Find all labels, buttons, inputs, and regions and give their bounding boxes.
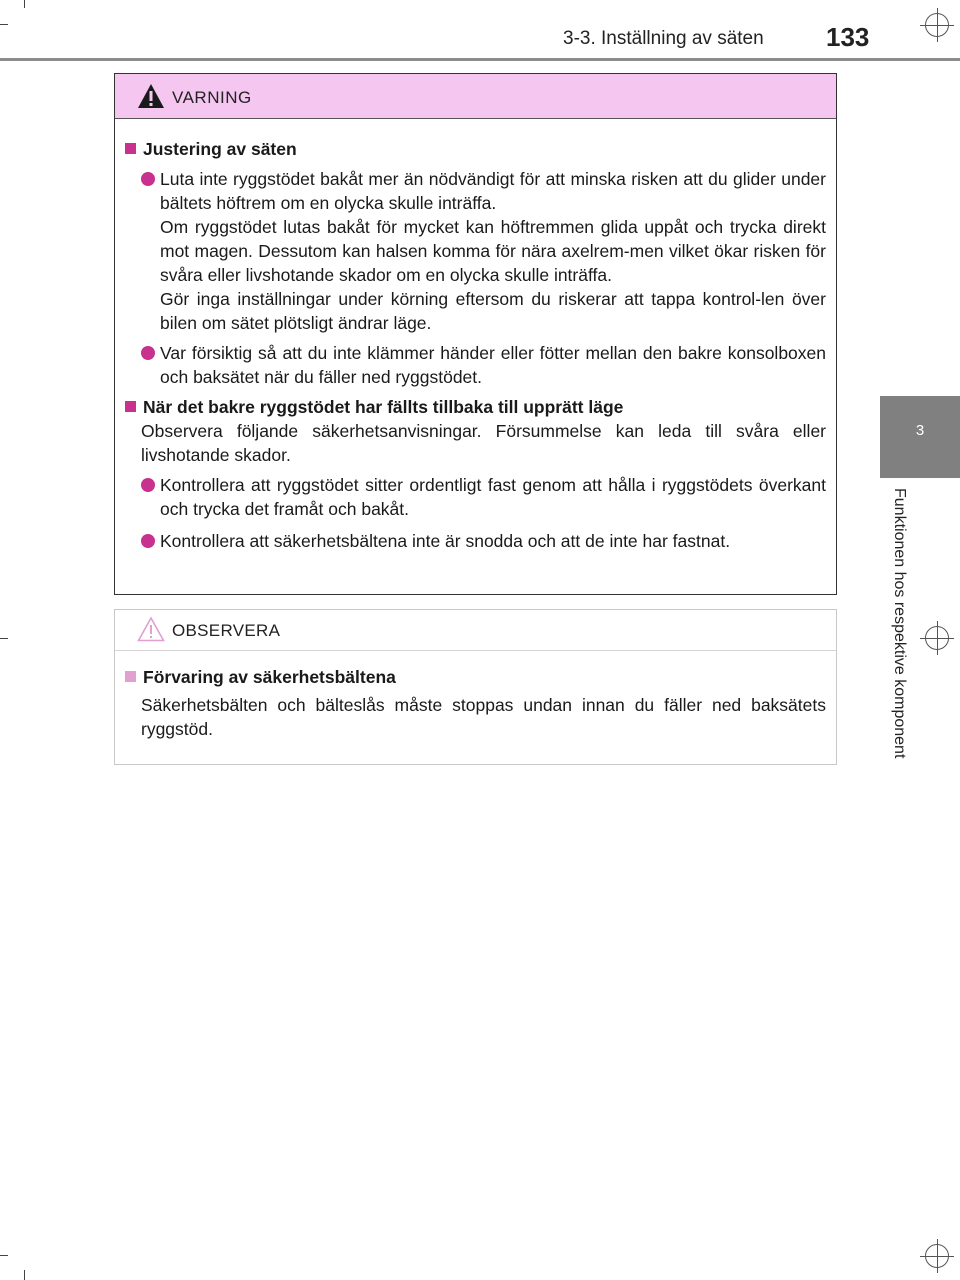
notice-content — [115, 665, 836, 741]
crop-mark — [24, 1270, 25, 1280]
paragraph: Säkerhetsbälten och bälteslås måste stoppas undan innan du fäller ned baksätets ryggstöd. — [141, 695, 826, 739]
list-item — [141, 167, 826, 335]
paragraph: Kontrollera att ryggstödet sitter ordentligt fast genom att hålla i ryggstödets överkant och trycka det framåt och bakåt. — [160, 475, 826, 519]
crop-mark — [0, 24, 8, 25]
list-item — [141, 341, 826, 389]
warning-header — [115, 74, 836, 119]
registration-mark — [925, 1244, 949, 1268]
list-item — [141, 473, 826, 521]
square-bullet-icon — [125, 671, 136, 682]
round-bullet-icon — [141, 172, 155, 186]
warning-content — [115, 137, 836, 553]
round-bullet-icon — [141, 346, 155, 360]
caution-triangle-icon — [137, 616, 165, 642]
crop-mark — [24, 0, 25, 8]
warning-triangle-icon — [137, 83, 165, 109]
paragraph: Luta inte ryggstödet bakåt mer än nödvändigt för att minska risken att du glider under bältets höftrem om en olycka skulle inträffa. — [160, 169, 826, 213]
header-rule — [0, 58, 960, 61]
paragraph: Gör inga inställningar under körning eftersom du riskerar att tappa kontrol-len över bilen om sätet plötsligt ändrar läge. — [160, 289, 826, 333]
crop-mark — [0, 638, 8, 639]
paragraph: Var försiktig så att du inte klämmer händer eller fötter mellan den bakre konsolboxen och baksätet när du fäller ned ryggstödet. — [160, 343, 826, 387]
section-heading: Förvaring av säkerhetsbältena — [125, 665, 826, 689]
paragraph: Observera följande säkerhetsanvisningar. Försummelse kan leda till svåra eller livshotande skador. — [141, 421, 826, 465]
section-title: 3-3. Inställning av säten — [563, 28, 764, 49]
chapter-tab — [880, 396, 960, 478]
section-heading: När det bakre ryggstödet har fällts tillbaka till upprätt läge — [125, 395, 826, 419]
warning-box — [114, 73, 837, 595]
page-number: 133 — [826, 22, 870, 52]
paragraph: Kontrollera att säkerhetsbältena inte är snodda och att de inte har fastnat. — [160, 531, 731, 551]
notice-title: OBSERVERA — [172, 621, 281, 640]
notice-header — [115, 610, 836, 651]
chapter-title: Funktionen hos respektive komponent — [891, 488, 908, 759]
square-bullet-icon — [125, 143, 136, 154]
notice-box — [114, 609, 837, 765]
section-heading: Justering av säten — [125, 137, 826, 161]
crop-mark — [0, 1255, 8, 1256]
paragraph: Om ryggstödet lutas bakåt för mycket kan höftremmen glida uppåt och trycka direkt mot magen. Dessutom kan halsen komma för nära axelrem-men vilket ökar risken för svåra eller livshotande skador om en olycka skulle inträffa. — [160, 217, 826, 285]
registration-mark — [925, 13, 949, 37]
warning-title: VARNING — [172, 88, 252, 107]
chapter-number: 3 — [915, 422, 925, 439]
round-bullet-icon — [141, 534, 155, 548]
registration-mark — [925, 626, 949, 650]
square-bullet-icon — [125, 401, 136, 412]
list-item — [141, 529, 826, 553]
round-bullet-icon — [141, 478, 155, 492]
